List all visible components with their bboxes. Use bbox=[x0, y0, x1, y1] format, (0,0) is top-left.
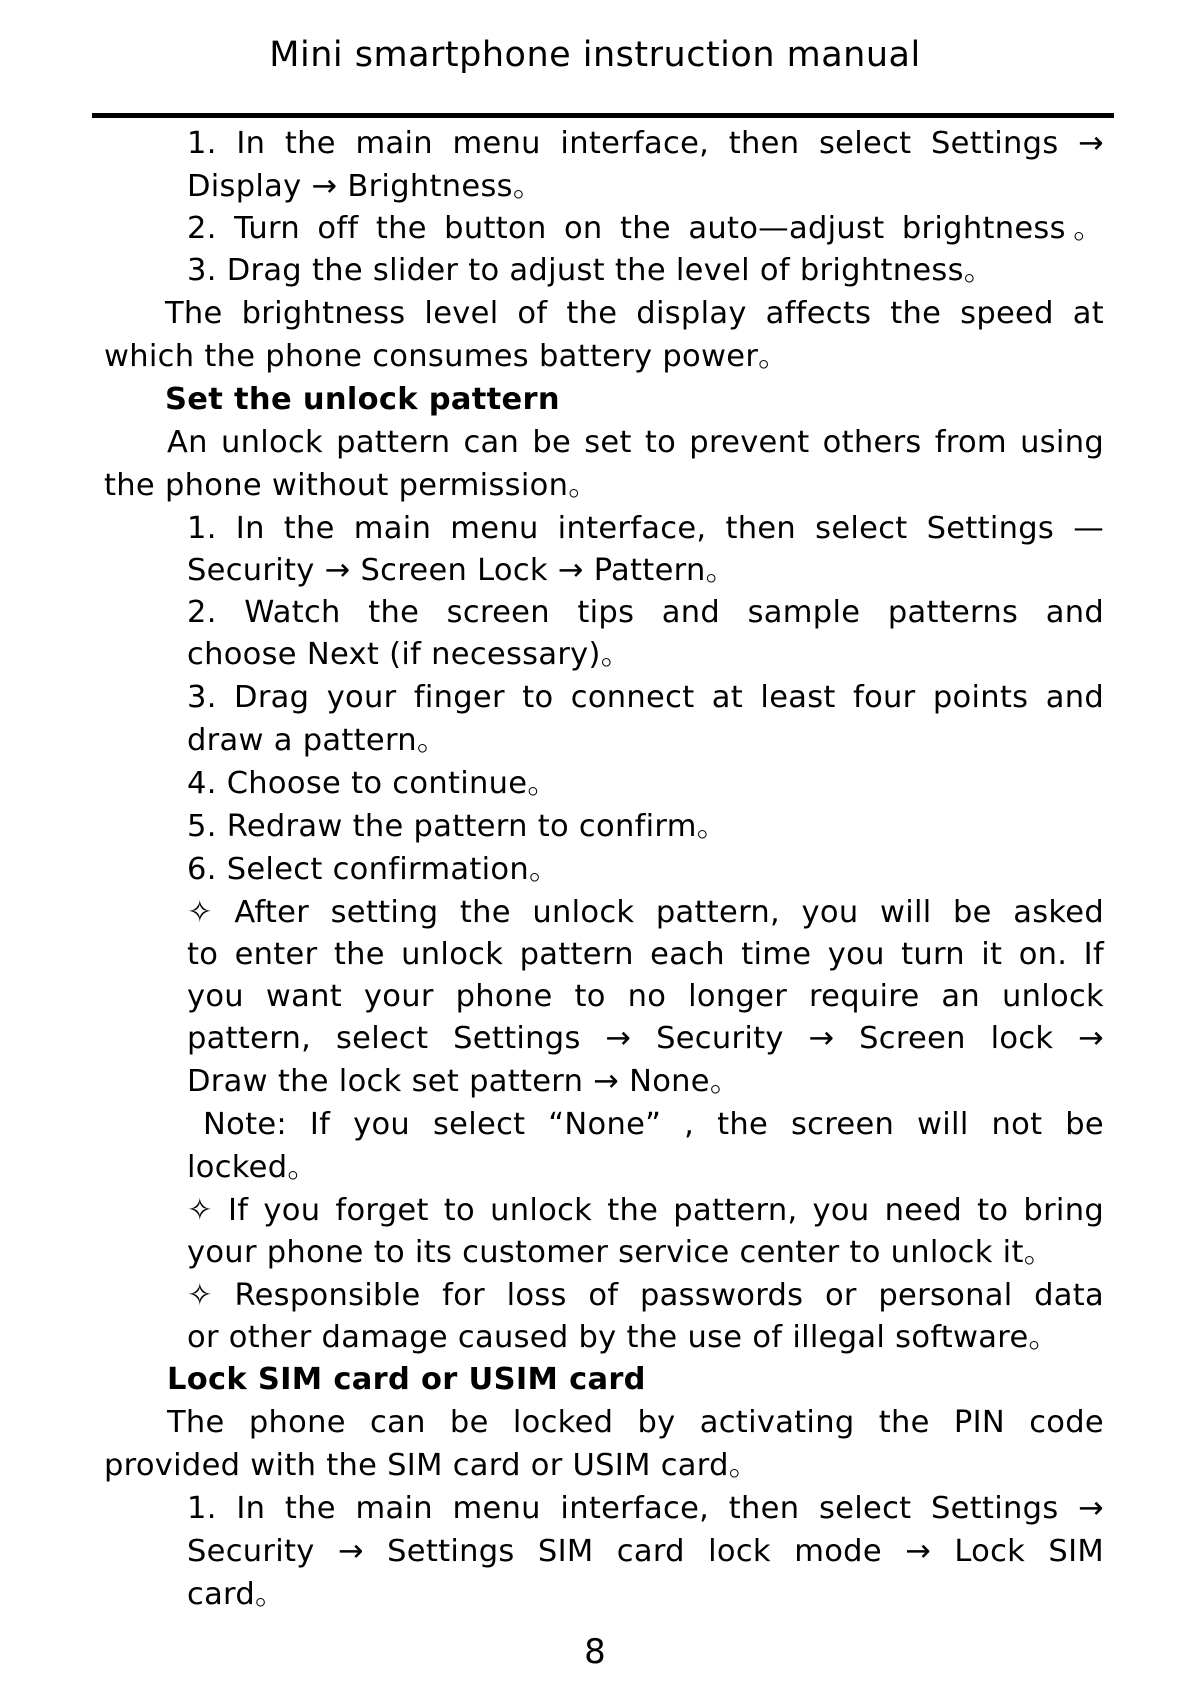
brightness-step-1-cont: Display → Brightness。 bbox=[187, 169, 544, 204]
bullet-forget-pattern: ✧ If you forget to unlock the pattern, you need to bring bbox=[187, 1193, 1104, 1228]
lock-sim-step-1: 1. In the main menu interface, then select Settings → bbox=[187, 1491, 1104, 1526]
unlock-step-2: 2. Watch the screen tips and sample patterns and bbox=[187, 595, 1104, 630]
brightness-note-cont: which the phone consumes battery power。 bbox=[104, 339, 789, 374]
unlock-step-2-cont: choose Next (if necessary)。 bbox=[187, 637, 632, 672]
note-none-cont: locked。 bbox=[187, 1150, 319, 1185]
note-none: Note: If you select “None” , the screen will not be bbox=[203, 1107, 1104, 1142]
bullet-after-setting: ✧ After setting the unlock pattern, you will be asked bbox=[187, 895, 1104, 930]
lock-sim-step-1-cont-2: card。 bbox=[187, 1577, 286, 1612]
section-heading-unlock-pattern: Set the unlock pattern bbox=[165, 382, 560, 417]
page-number: 8 bbox=[584, 1632, 606, 1672]
header-rule bbox=[92, 113, 1114, 118]
unlock-step-1: 1. In the main menu interface, then select Settings — bbox=[187, 511, 1104, 546]
bullet-responsible-cont: or other damage caused by the use of illegal software。 bbox=[187, 1320, 1060, 1355]
unlock-step-4: 4. Choose to continue。 bbox=[187, 766, 559, 801]
page-header-title: Mini smartphone instruction manual bbox=[269, 35, 921, 75]
bullet-after-setting-cont-1: to enter the unlock pattern each time you turn it on. If bbox=[187, 937, 1104, 972]
brightness-step-2: 2. Turn off the button on the auto—adjust brightness。 bbox=[187, 211, 1104, 246]
unlock-step-1-cont: Security → Screen Lock → Pattern。 bbox=[187, 553, 737, 588]
section-heading-lock-sim: Lock SIM card or USIM card bbox=[167, 1362, 646, 1397]
brightness-note: The brightness level of the display affects the speed at bbox=[165, 296, 1104, 331]
bullet-after-setting-cont-3: pattern, select Settings → Security → Screen lock → bbox=[187, 1021, 1104, 1056]
bullet-responsible: ✧ Responsible for loss of passwords or personal data bbox=[187, 1278, 1104, 1313]
unlock-intro: An unlock pattern can be set to prevent others from using bbox=[167, 425, 1104, 460]
bullet-forget-pattern-cont: your phone to its customer service center to unlock it。 bbox=[187, 1235, 1055, 1270]
brightness-step-1: 1. In the main menu interface, then select Settings → bbox=[187, 126, 1104, 161]
unlock-step-3-cont: draw a pattern。 bbox=[187, 723, 448, 758]
brightness-step-3: 3. Drag the slider to adjust the level of brightness。 bbox=[187, 253, 995, 288]
unlock-intro-cont: the phone without permission。 bbox=[104, 468, 600, 503]
unlock-step-6: 6. Select confirmation。 bbox=[187, 852, 560, 887]
unlock-step-3: 3. Drag your finger to connect at least four points and bbox=[187, 680, 1104, 715]
lock-sim-intro: The phone can be locked by activating the PIN code bbox=[167, 1405, 1104, 1440]
bullet-after-setting-cont-4: Draw the lock set pattern → None。 bbox=[187, 1064, 741, 1099]
unlock-step-5: 5. Redraw the pattern to confirm。 bbox=[187, 809, 728, 844]
bullet-after-setting-cont-2: you want your phone to no longer require an unlock bbox=[187, 979, 1104, 1014]
lock-sim-intro-cont: provided with the SIM card or USIM card。 bbox=[104, 1448, 760, 1483]
lock-sim-step-1-cont-1: Security → Settings SIM card lock mode → Lock SIM bbox=[187, 1534, 1104, 1569]
